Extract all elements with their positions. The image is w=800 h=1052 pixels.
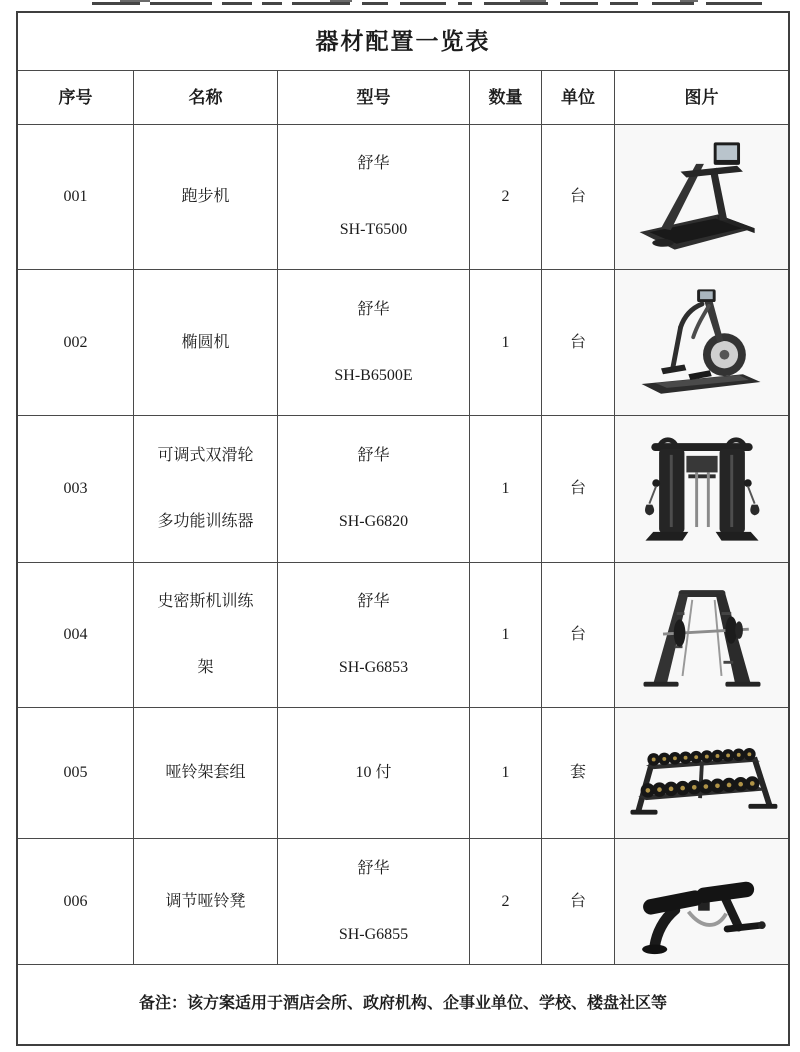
elliptical-image (624, 281, 780, 405)
table-row-cell-name: 哑铃架套组 (134, 708, 278, 839)
table-title-text: 器材配置一览表 (315, 28, 491, 54)
table-row-cell-no: 001 (18, 125, 134, 270)
table-row-cell-model: 舒华 SH-G6820 (278, 416, 470, 563)
functional-trainer-image-cell (615, 416, 788, 563)
functional-trainer-image (624, 427, 780, 551)
table-row-cell-model: 舒华 SH-B6500E (278, 270, 470, 416)
table-row-cell-qty: 1 (470, 416, 542, 563)
column-header-name: 名称 (134, 71, 278, 125)
remark-text: 备注：该方案适用于酒店会所、政府机构、企事业单位、学校、楼盘社区等 (138, 995, 667, 1012)
table-row-cell-unit: 台 (542, 125, 615, 270)
column-header-no: 序号 (18, 71, 134, 125)
dumbbell-rack-image (624, 715, 780, 831)
smith-machine-image (624, 573, 780, 697)
table-row-cell-unit: 台 (542, 839, 615, 965)
table-row-cell-name: 史密斯机训练 架 (134, 563, 278, 708)
table-row-cell-unit: 台 (542, 563, 615, 708)
treadmill-image-cell (615, 125, 788, 270)
table-row-cell-unit: 套 (542, 708, 615, 839)
table-row-cell-qty: 2 (470, 839, 542, 965)
table-row-cell-name: 椭圆机 (134, 270, 278, 416)
remark-row (18, 965, 788, 1043)
table-row-cell-qty: 1 (470, 270, 542, 416)
elliptical-image-cell (615, 270, 788, 416)
table-row-cell-name: 调节哑铃凳 (134, 839, 278, 965)
table-row-cell-qty: 2 (470, 125, 542, 270)
cropped-text-strip (0, 0, 800, 6)
column-header-model: 型号 (278, 71, 470, 125)
table-row-cell-unit: 台 (542, 270, 615, 416)
column-header-unit: 单位 (542, 71, 615, 125)
table-row-cell-qty: 1 (470, 563, 542, 708)
table-row-cell-unit: 台 (542, 416, 615, 563)
column-header-qty: 数量 (470, 71, 542, 125)
column-header-image: 图片 (615, 71, 788, 125)
table-row-cell-name: 可调式双滑轮 多功能训练器 (134, 416, 278, 563)
table-row-cell-model: 舒华 SH-T6500 (278, 125, 470, 270)
table-row-cell-name: 跑步机 (134, 125, 278, 270)
equipment-configuration-table (16, 11, 790, 1046)
table-row-cell-no: 002 (18, 270, 134, 416)
table-row-cell-qty: 1 (470, 708, 542, 839)
dumbbell-rack-image-cell (615, 708, 788, 839)
table-row-cell-no: 005 (18, 708, 134, 839)
table-row-cell-no: 006 (18, 839, 134, 965)
adjustable-bench-image-cell (615, 839, 788, 965)
table-title (18, 13, 788, 71)
table-row-cell-model: 10 付 (278, 708, 470, 839)
table-row-cell-model: 舒华 SH-G6853 (278, 563, 470, 708)
adjustable-bench-image (624, 846, 780, 958)
table-row-cell-no: 004 (18, 563, 134, 708)
table-row-cell-no: 003 (18, 416, 134, 563)
table-row-cell-model: 舒华 SH-G6855 (278, 839, 470, 965)
smith-machine-image-cell (615, 563, 788, 708)
treadmill-image (624, 135, 780, 259)
